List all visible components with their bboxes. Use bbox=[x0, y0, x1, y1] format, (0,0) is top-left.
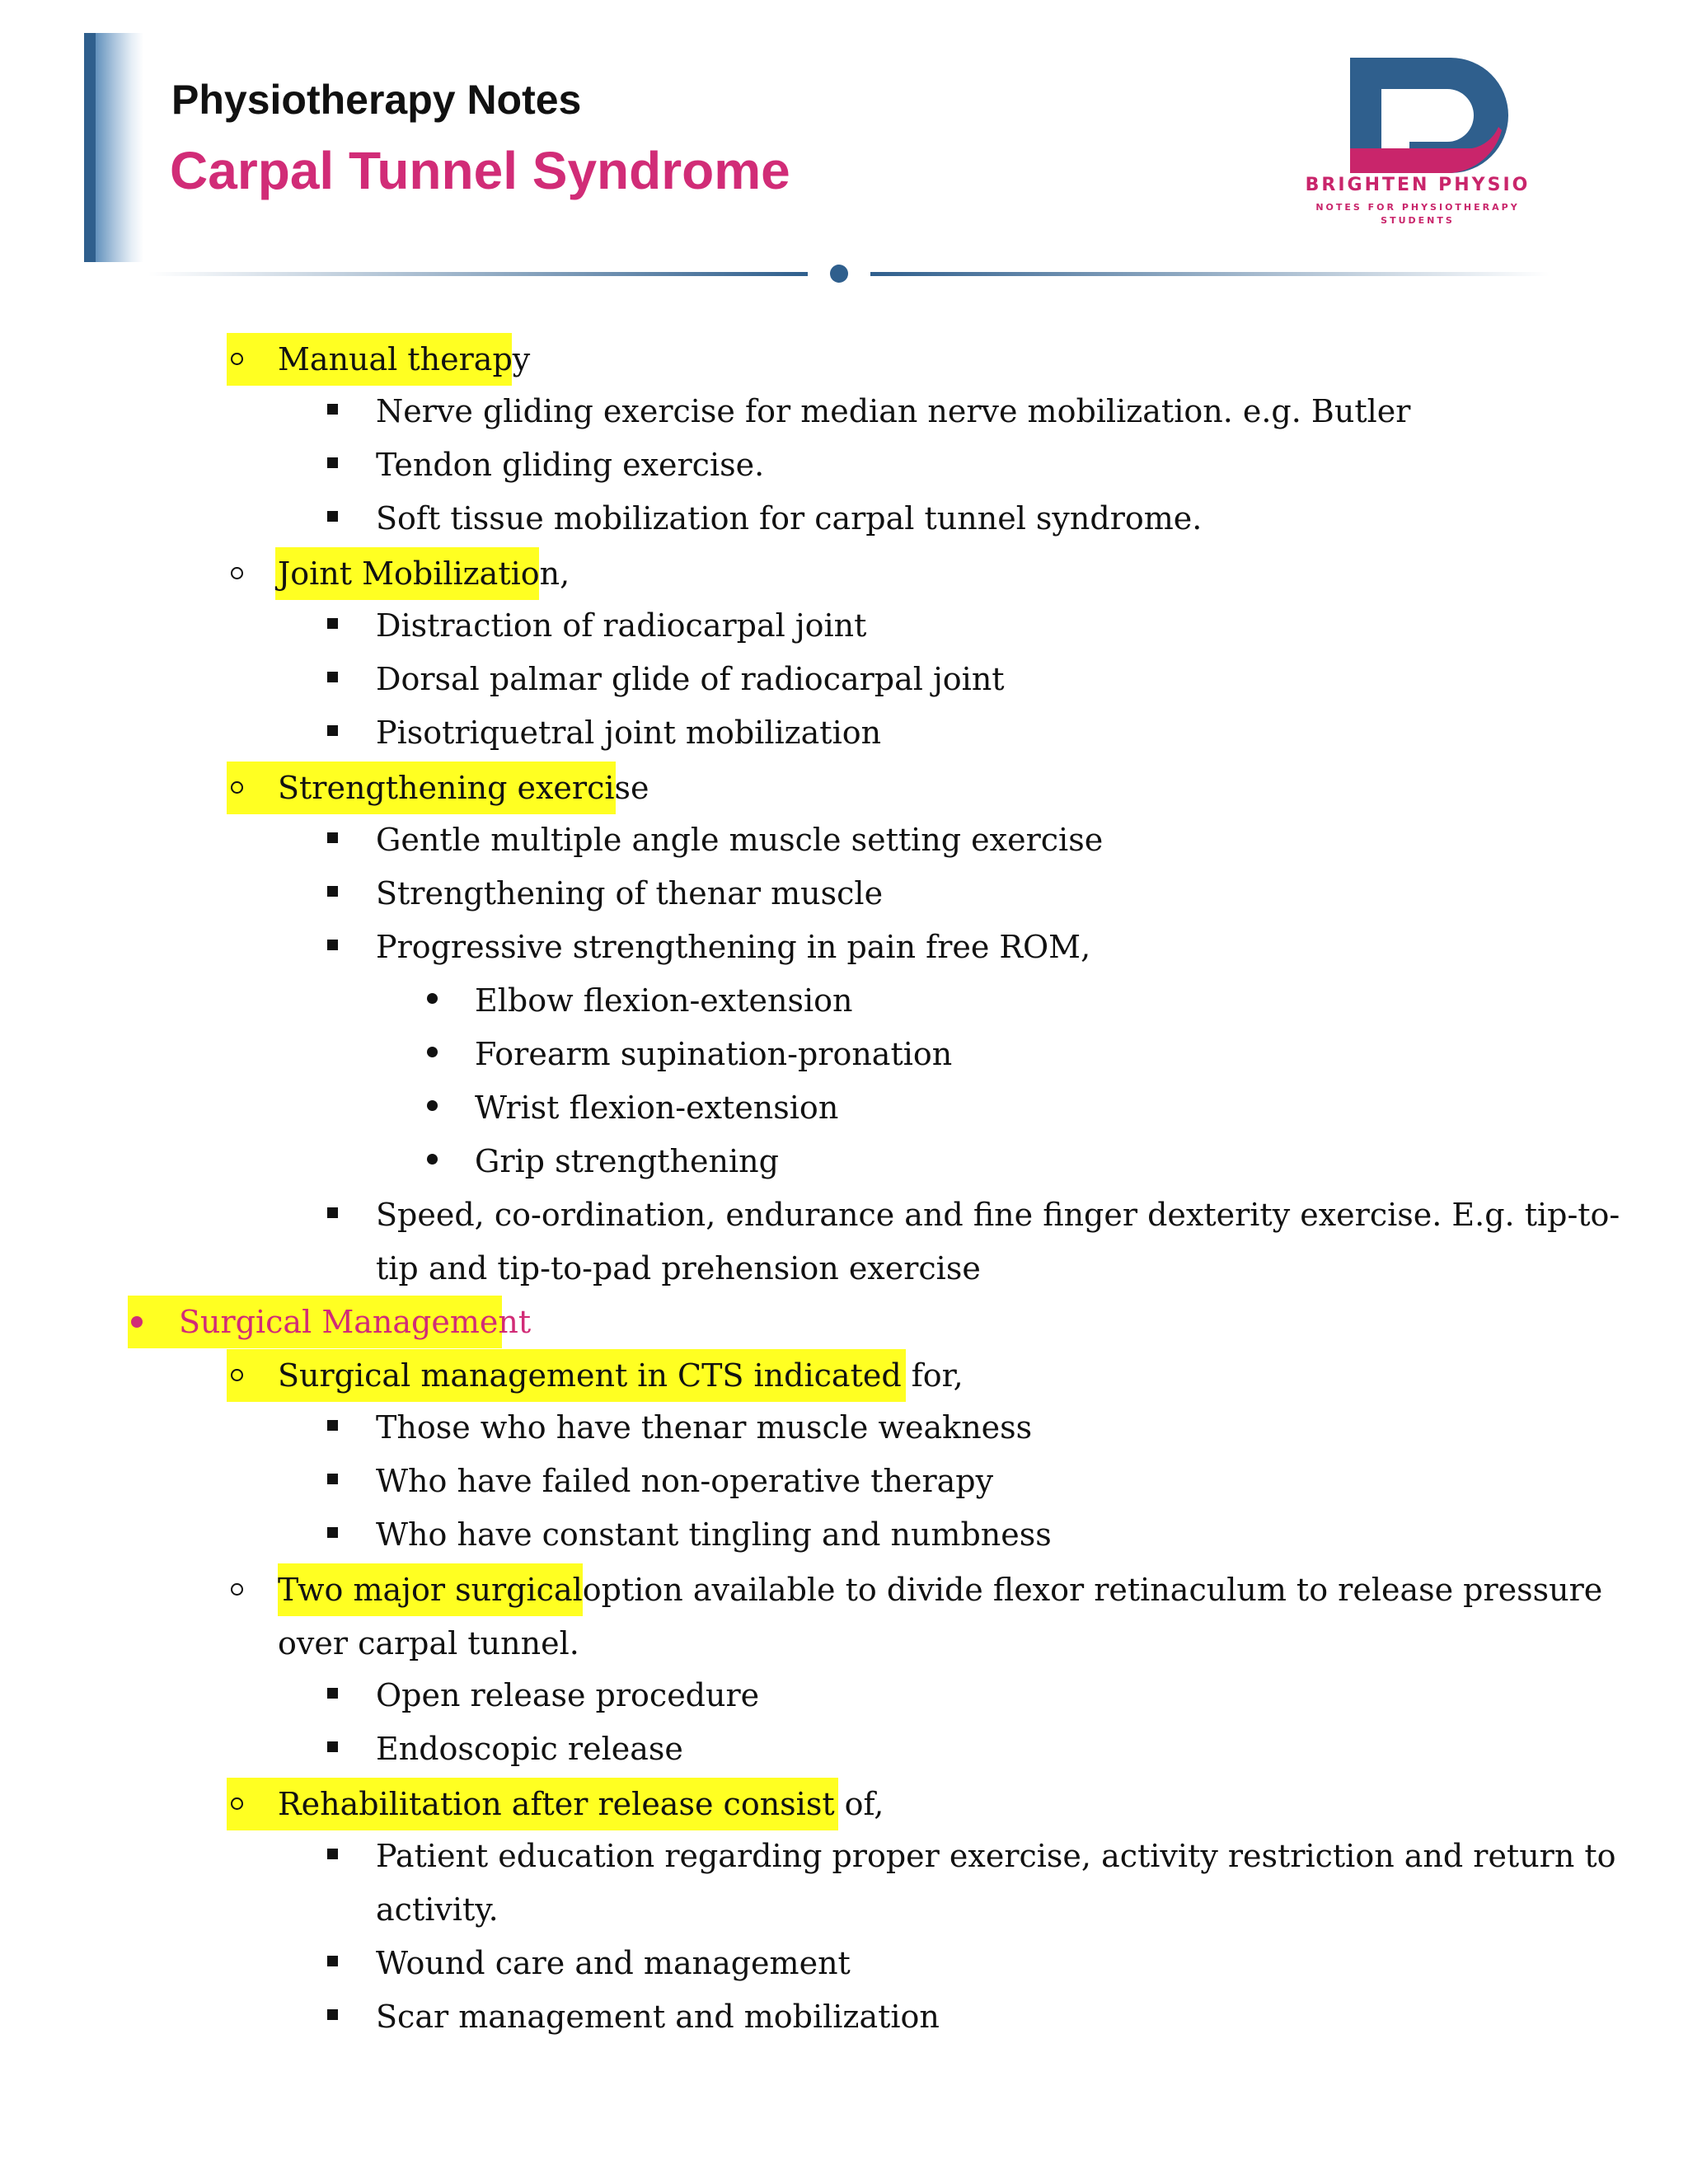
list-item: Scar management and mobilization bbox=[376, 1999, 940, 2035]
list-item: Speed, co-ordination, endurance and fine finger dexterity exercise. E.g. tip-to- bbox=[376, 1197, 1620, 1233]
list-item: Those who have thenar muscle weakness bbox=[376, 1409, 1033, 1446]
list-item: Endoscopic release bbox=[376, 1731, 683, 1767]
sub-list-item: Elbow flexion-extension bbox=[475, 982, 853, 1019]
list-item: Distraction of radiocarpal joint bbox=[376, 607, 867, 644]
header-divider bbox=[148, 262, 1550, 287]
sub-list-item: Grip strengthening bbox=[475, 1143, 779, 1179]
bullet-square bbox=[327, 1688, 338, 1699]
logo-name: BRIGHTEN PHYSIO bbox=[1305, 175, 1531, 195]
bullet-square bbox=[327, 832, 338, 843]
bullet-dot bbox=[427, 1154, 438, 1165]
bullet-circle bbox=[231, 567, 243, 579]
logo-tagline: NOTES FOR PHYSIOTHERAPY STUDENTS bbox=[1315, 202, 1520, 226]
list-item: Tendon gliding exercise. bbox=[376, 447, 765, 483]
bullet-square bbox=[327, 1207, 338, 1218]
bullet-square bbox=[327, 1741, 338, 1752]
bullet-circle bbox=[231, 353, 243, 365]
list-item-continuation: activity. bbox=[376, 1891, 499, 1928]
bullet-circle bbox=[231, 1583, 243, 1596]
header-side-bar bbox=[84, 33, 143, 262]
brand-logo bbox=[1286, 51, 1550, 232]
highlight-text: Two major surgical bbox=[278, 1563, 583, 1616]
surgical-options-text: option available to divide flexor retinaculum to release pressure bbox=[582, 1572, 1603, 1608]
heading-surgical-management: Surgical Management bbox=[179, 1304, 532, 1340]
list-item: Wound care and management bbox=[376, 1945, 851, 1981]
surgical-options-continuation: over carpal tunnel. bbox=[278, 1625, 579, 1661]
bullet-square bbox=[327, 1956, 338, 1966]
list-item: Open release procedure bbox=[376, 1677, 760, 1713]
bullet-square bbox=[327, 940, 338, 950]
bullet-square bbox=[327, 886, 338, 897]
bullet-square bbox=[327, 618, 338, 629]
bullet-square bbox=[327, 725, 338, 736]
bullet-square bbox=[327, 1474, 338, 1484]
list-item: Progressive strengthening in pain free ROM, bbox=[376, 929, 1091, 965]
bullet-dot bbox=[427, 993, 438, 1004]
bullet-square bbox=[327, 1420, 338, 1431]
bullet-square bbox=[327, 672, 338, 682]
surgical-options-line bbox=[278, 1563, 1603, 1616]
bullet-square bbox=[327, 457, 338, 468]
bullet-dot bbox=[427, 1047, 438, 1057]
page-title: Carpal Tunnel Syndrome bbox=[170, 141, 790, 200]
list-item: Gentle multiple angle muscle setting exercise bbox=[376, 822, 1104, 858]
list-item: Who have constant tingling and numbness bbox=[376, 1516, 1052, 1553]
page-subtitle: Physiotherapy Notes bbox=[171, 77, 582, 123]
bullet-square bbox=[327, 2009, 338, 2020]
list-item: Pisotriquetral joint mobilization bbox=[376, 715, 882, 751]
heading-manual-therapy: Manual therapy bbox=[278, 341, 531, 377]
brand-logo-icon bbox=[1286, 51, 1550, 175]
list-item: Soft tissue mobilization for carpal tunnel syndrome. bbox=[376, 500, 1203, 537]
sub-list-item: Wrist flexion-extension bbox=[475, 1090, 839, 1126]
bullet-circle bbox=[231, 1369, 243, 1381]
heading-rehabilitation: Rehabilitation after release consist of, bbox=[278, 1786, 884, 1822]
bullet-circle bbox=[231, 781, 243, 794]
bullet-dot bbox=[427, 1100, 438, 1111]
bullet-square bbox=[327, 1527, 338, 1538]
bullet-square bbox=[327, 511, 338, 522]
heading-joint-mobilization: Joint Mobilization, bbox=[278, 555, 570, 592]
sub-list-item: Forearm supination-pronation bbox=[475, 1036, 953, 1072]
list-item: Dorsal palmar glide of radiocarpal joint bbox=[376, 661, 1005, 697]
bullet-dot-pink bbox=[131, 1316, 143, 1328]
bullet-square bbox=[327, 1849, 338, 1859]
list-item: Nerve gliding exercise for median nerve mobilization. e.g. Butler bbox=[376, 393, 1411, 429]
heading-surgical-indicated: Surgical management in CTS indicated for, bbox=[278, 1357, 964, 1394]
bullet-square bbox=[327, 404, 338, 415]
list-item: Who have failed non-operative therapy bbox=[376, 1463, 994, 1499]
list-item: Patient education regarding proper exercise, activity restriction and return to bbox=[376, 1838, 1616, 1874]
heading-strengthening: Strengthening exercise bbox=[278, 770, 649, 806]
bullet-circle bbox=[231, 1797, 243, 1810]
list-item: Strengthening of thenar muscle bbox=[376, 875, 884, 912]
list-item-continuation: tip and tip-to-pad prehension exercise bbox=[376, 1250, 981, 1286]
